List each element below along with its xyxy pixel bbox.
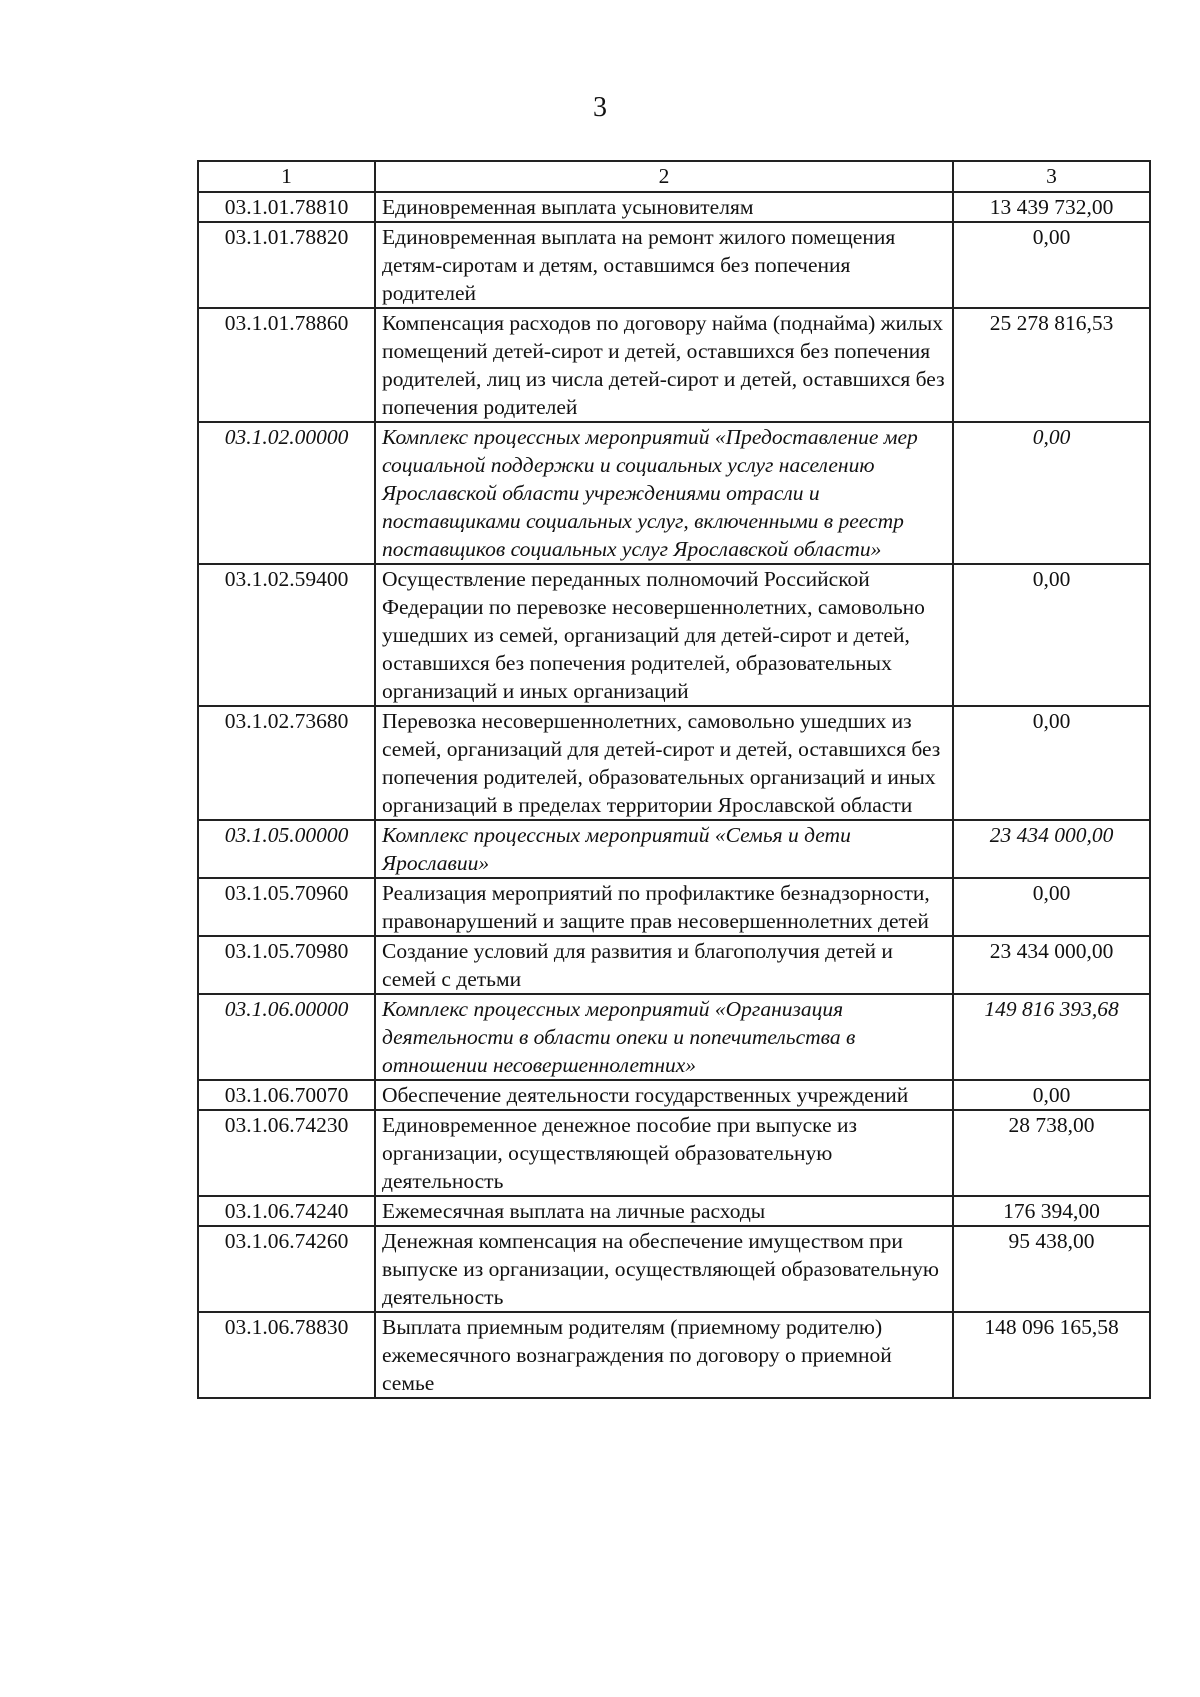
row-code: 03.1.05.00000 [198,820,375,878]
column-header-name: 2 [375,161,953,192]
row-name: Выплата приемным родителям (приемному родителю) ежемесячного вознаграждения по договору о приемной семье [375,1312,953,1398]
row-amount: 148 096 165,58 [953,1312,1150,1398]
row-name: Единовременная выплата усыновителям [375,192,953,222]
row-code: 03.1.02.00000 [198,422,375,564]
table-row [198,878,1150,936]
row-amount: 0,00 [953,422,1150,564]
row-amount: 149 816 393,68 [953,994,1150,1080]
table-row [198,1312,1150,1398]
row-amount: 0,00 [953,1080,1150,1110]
row-name: Единовременная выплата на ремонт жилого помещения детям-сиротам и детям, оставшимся без попечения родителей [375,222,953,308]
table-row [198,222,1150,308]
row-name: Комплекс процессных мероприятий «Организация деятельности в области опеки и попечительства в отношении несовершеннолетних» [375,994,953,1080]
row-code: 03.1.06.70070 [198,1080,375,1110]
row-amount: 0,00 [953,706,1150,820]
row-code: 03.1.02.73680 [198,706,375,820]
table-row [198,192,1150,222]
row-code: 03.1.06.78830 [198,1312,375,1398]
row-amount: 23 434 000,00 [953,936,1150,994]
row-name: Денежная компенсация на обеспечение имуществом при выпуске из организации, осуществляющей образовательную деятельность [375,1226,953,1312]
table-row-section [198,820,1150,878]
table-row-section [198,994,1150,1080]
row-name: Единовременное денежное пособие при выпуске из организации, осуществляющей образовательную деятельность [375,1110,953,1196]
row-name: Компенсация расходов по договору найма (поднайма) жилых помещений детей-сирот и детей, оставшихся без попечения родителей, лиц из числа детей-сирот и детей, оставшихся без попечения родителей [375,308,953,422]
table-row [198,706,1150,820]
row-name: Перевозка несовершеннолетних, самовольно ушедших из семей, организаций для детей-сирот и детей, оставшихся без попечения родителей, образовательных организаций и иных организаций в пределах территории Ярославской области [375,706,953,820]
row-code: 03.1.06.74240 [198,1196,375,1226]
table-row [198,1080,1150,1110]
row-name: Ежемесячная выплата на личные расходы [375,1196,953,1226]
row-amount: 95 438,00 [953,1226,1150,1312]
row-code: 03.1.02.59400 [198,564,375,706]
budget-table [197,160,1151,1399]
row-name: Комплекс процессных мероприятий «Семья и дети Ярославии» [375,820,953,878]
row-amount: 25 278 816,53 [953,308,1150,422]
row-name: Создание условий для развития и благополучия детей и семей с детьми [375,936,953,994]
row-code: 03.1.06.00000 [198,994,375,1080]
row-name: Осуществление переданных полномочий Российской Федерации по перевозке несовершеннолетних, самовольно ушедших из семей, организаций для детей-сирот и детей, оставшихся без попечения родителей, образовательных организаций и иных организаций [375,564,953,706]
row-amount: 28 738,00 [953,1110,1150,1196]
column-header-code: 1 [198,161,375,192]
row-name: Обеспечение деятельности государственных учреждений [375,1080,953,1110]
row-code: 03.1.01.78820 [198,222,375,308]
table-row [198,936,1150,994]
row-code: 03.1.05.70980 [198,936,375,994]
row-amount: 0,00 [953,878,1150,936]
table-body [198,192,1150,1398]
row-code: 03.1.05.70960 [198,878,375,936]
row-amount: 0,00 [953,222,1150,308]
row-amount: 0,00 [953,564,1150,706]
row-amount: 13 439 732,00 [953,192,1150,222]
row-code: 03.1.01.78860 [198,308,375,422]
column-header-amount: 3 [953,161,1150,192]
table-row-section [198,422,1150,564]
page-number: 3 [593,92,607,123]
table-row [198,564,1150,706]
table-header-row [198,161,1150,192]
row-amount: 23 434 000,00 [953,820,1150,878]
table-row [198,1196,1150,1226]
row-code: 03.1.06.74260 [198,1226,375,1312]
table-row [198,1226,1150,1312]
row-code: 03.1.06.74230 [198,1110,375,1196]
table-row [198,1110,1150,1196]
row-name: Реализация мероприятий по профилактике безнадзорности, правонарушений и защите прав несовершеннолетних детей [375,878,953,936]
row-amount: 176 394,00 [953,1196,1150,1226]
table-row [198,308,1150,422]
row-code: 03.1.01.78810 [198,192,375,222]
row-name: Комплекс процессных мероприятий «Предоставление мер социальной поддержки и социальных услуг населению Ярославской области учреждениями отрасли и поставщиками социальных услуг, включенными в реестр поставщиков социальных услуг Ярославской области» [375,422,953,564]
